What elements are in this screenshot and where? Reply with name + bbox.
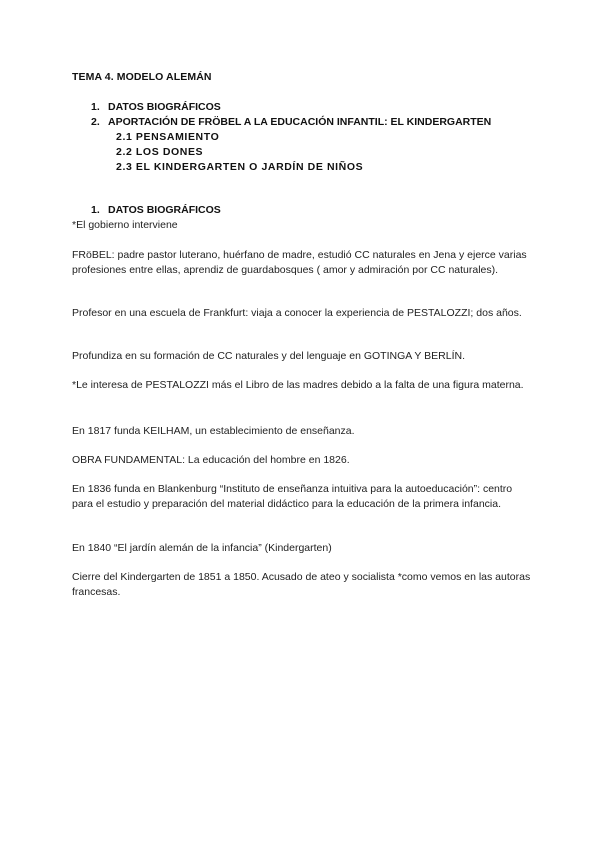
paragraph-jardin: En 1840 “El jardín alemán de la infancia” (Kindergarten)	[72, 542, 332, 554]
paragraph-gobierno: *El gobierno interviene	[72, 219, 178, 231]
section-heading-1	[91, 204, 221, 216]
document-title: TEMA 4. MODELO ALEMÁN	[72, 71, 212, 83]
paragraph-gotinga: Profundiza en su formación de CC naturales y del lenguaje en GOTINGA Y BERLÍN.	[72, 350, 465, 362]
toc-item-number: 2.	[91, 116, 100, 128]
paragraph-frankfurt: Profesor en una escuela de Frankfurt: viaja a conocer la experiencia de PESTALOZZI; dos años.	[72, 307, 522, 319]
paragraph-obra: OBRA FUNDAMENTAL: La educación del hombre en 1826.	[72, 454, 350, 466]
section-number: 1.	[91, 204, 100, 216]
toc-subitem-2-3: 2.3 EL KINDERGARTEN O JARDÍN DE NIÑOS	[116, 161, 364, 173]
paragraph-keilham: En 1817 funda KEILHAM, un establecimiento de enseñanza.	[72, 425, 355, 437]
toc-item-number: 1.	[91, 101, 100, 113]
paragraph-pestalozzi: *Le interesa de PESTALOZZI más el Libro de las madres debido a la falta de una figura materna.	[72, 379, 524, 391]
section-title: DATOS BIOGRÁFICOS	[108, 204, 221, 216]
toc-item-label: DATOS BIOGRÁFICOS	[108, 101, 221, 113]
toc-subitem-2-2: 2.2 LOS DONES	[116, 146, 204, 158]
paragraph-blankenburg: En 1836 funda en Blankenburg “Instituto de enseñanza intuitiva para la autoeducación”: centro para el estudio y preparación del material didáctico para la educación de la primera infancia.	[72, 483, 513, 511]
toc-item-1	[91, 101, 221, 113]
toc-item-label: APORTACIÓN DE FRÖBEL A LA EDUCACIÓN INFANTIL: EL KINDERGARTEN	[108, 116, 492, 128]
toc-subitem-2-1: 2.1 PENSAMIENTO	[116, 131, 220, 143]
toc-item-2	[91, 116, 491, 128]
paragraph-frobel-bio: FRöBEL: padre pastor luterano, huérfano de madre, estudió CC naturales en Jena y ejerce varias profesiones entre ellas, aprendiz de guardabosques ( amor y admiración por CC naturales).	[72, 249, 527, 277]
paragraph-cierre: Cierre del Kindergarten de 1851 a 1850. Acusado de ateo y socialista *como vemos en las autoras francesas.	[72, 571, 531, 599]
